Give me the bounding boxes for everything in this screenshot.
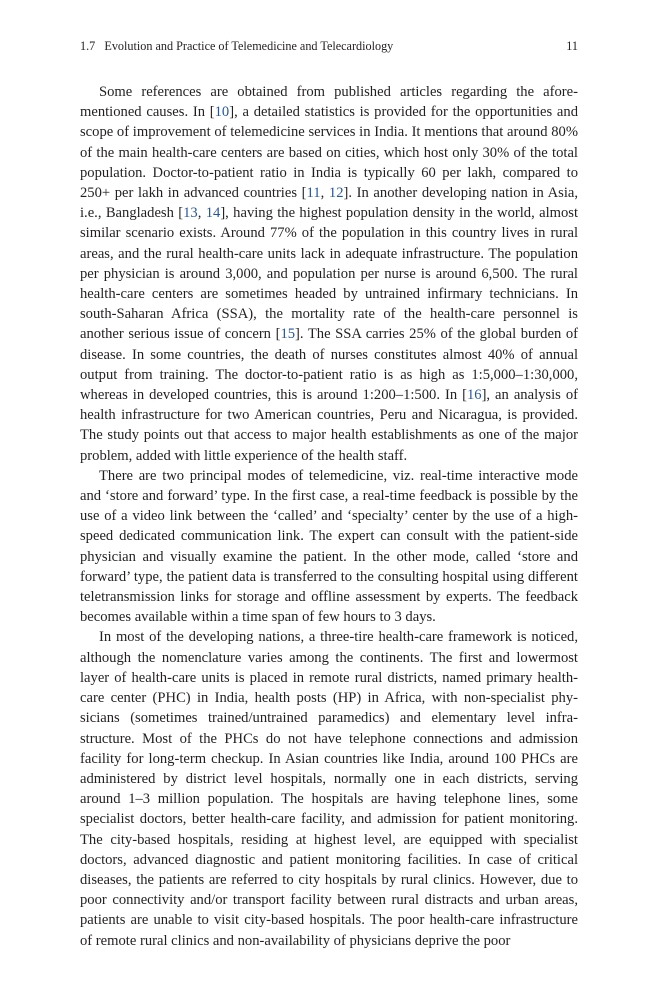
paragraph-3: In most of the developing nations, a three-tire health-care framework is noticed, although the nomenclature varies among the continents. The first and lowermost layer of health-care units is placed in remote rural districts, named primary health-care center (PHC) in India, health posts (HP) in Africa, with non-specialist phy-sicians (sometimes trained/untrained paramedics) and elementary level infra-structure. Most of the PHCs do not have telephone connections and admission facility for long-term checkup. In Asian countries like India, around 100 PHCs are administered by district level hospitals, normally one in each districts, serving around 1–3 million population. The hospitals are having telephone lines, some specialist doctors, better health-care facility, and admission for patient monitoring. The city-based hospitals, residing at highest level, are equipped with specialist doctors, advanced diagnostic and patient monitoring facilities. In case of critical diseases, the patients are referred to city hospitals by rural clinics. However, due to poor connectivity and/or transport facility between rural distracts and urban areas, patients are unable to visit city-based hospitals. The poor health-care infrastructure of remote rural clinics and non-availability of physicians deprive the poor [80,629,578,949]
paragraph-2: There are two principal modes of telemedicine, viz. real-time interactive mode and ‘store and forward’ type. In the first case, a real-time feedback is possible by the use of a video link between the ‘called’ and ‘specialty’ center by the use of a high-speed dedicated communication link. The expert can consult with the patient-side physician and visually examine the patient. In the other mode, called ‘store and forward’ type, the patient data is transferred to the consulting hospital using different teletransmission links for storage and offline assessment by experts. The feedback becomes available within a time span of few hours to 3 days. [80,467,578,626]
text-segment: ], an analysis of health infrastructure for two American countries, Peru and Nicaragua, is provided. The study points out that access to major health establishments as one of the major problem, added with little experience of the health staff. [80,387,578,464]
section-title: Evolution and Practice of Telemedicine and Telecardiology [104,39,394,53]
citation-link[interactable]: 11 [306,185,321,202]
section-number: 1.7 [80,39,96,53]
running-header [80,36,578,56]
text-segment: Some references are obtained from published articles regarding the afore-mentioned causes. In [ [80,84,578,121]
text-segment: ], a detailed statistics is provided for the opportunities and scope of improvement of telemedicine services in India. It mentions that around 80% of the main health-care centers are based on cities, which host only 30% of the total population. Doctor-to-patient ratio in India is typically 60 per lakh, compared to 250+ per lakh in advanced countries [ [80,104,578,202]
text-segment: ]. The SSA carries 25% of the global burden of disease. In some countries, the death of nurses constitutes almost 40% of annual output from training. The doctor-to-patient ratio is as high as 1:5,000–1:30,000, whereas in developed countries, this is around 1:200–1:500. In [ [80,326,578,404]
page-number: 11 [566,39,578,53]
running-title [80,36,393,56]
citation-link[interactable]: 14 [205,205,221,222]
body-text [80,82,578,951]
citation-link[interactable]: 16 [466,387,482,404]
text-segment: , [320,185,329,202]
text-segment: , [197,205,206,222]
text-segment: ], having the highest population density in the world, almost similar scenario exists. Around 77% of the population in this country lives in rural areas, and the rural health-care units lack in adequate infrastructure. The population per physician is around 3,000, and population per nurse is around 6,500. The rural health-care centers are sometimes headed by untrained infirmary technicians. In south-Saharan Africa (SSA), the mortality rate of the health-care personnel is another serious issue of concern [ [80,205,579,343]
text-segment: ]. In another developing nation in Asia, i.e., Bangladesh [ [80,185,579,222]
citation-link[interactable]: 10 [214,104,230,121]
citation-link[interactable]: 12 [328,185,344,202]
citation-link[interactable]: 13 [183,205,198,222]
paragraph-1 [80,82,578,466]
citation-link[interactable]: 15 [280,326,296,343]
